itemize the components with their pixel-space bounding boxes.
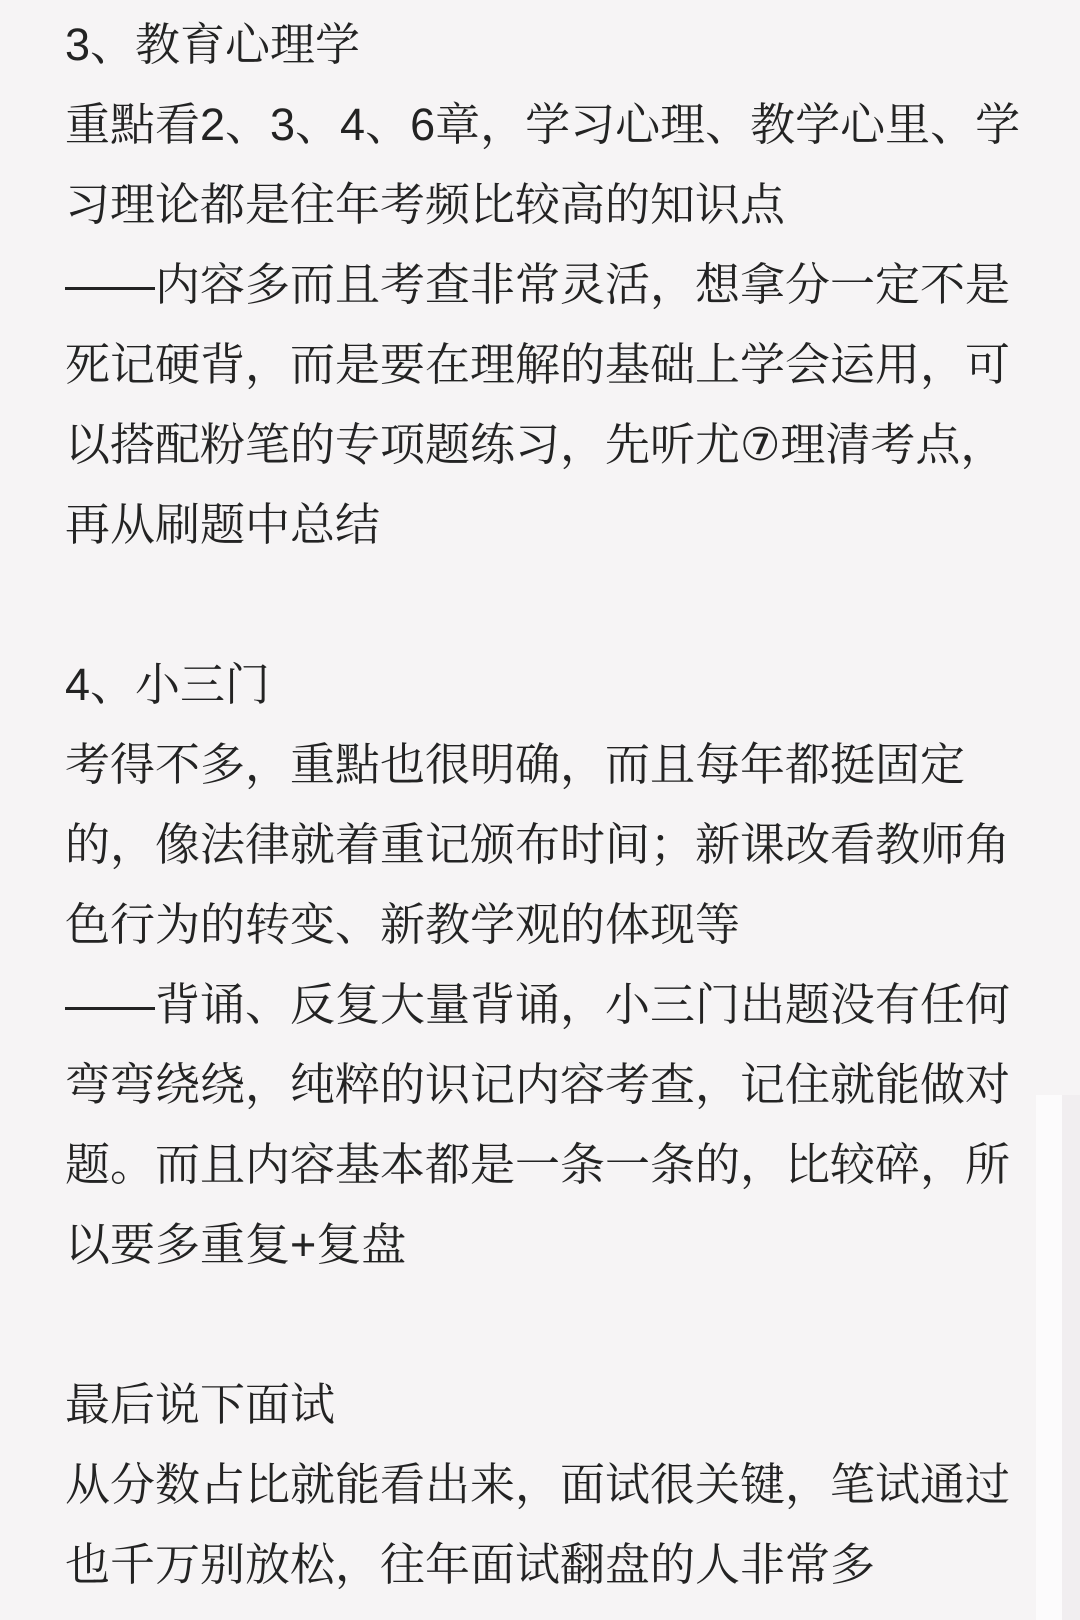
text-line: 题。而且内容基本都是一条一条的，比较碎，所 (65, 1139, 1011, 1190)
text-line: 弯弯绕绕，纯粹的识记内容考查，记住就能做对 (65, 1059, 1011, 1110)
text-line: 从分数占比就能看出来，面试很关键，笔试通过 (65, 1459, 1011, 1510)
text-line: 色行为的转变、新教学观的体现等 (65, 899, 741, 950)
text-line: ——内容多而且考查非常灵活，想拿分一定不是 (65, 259, 1011, 310)
text-line: 以搭配粉笔的专项题练习，先听尤⑦理清考点， (65, 419, 1006, 470)
text-line: 以要多重复+复盘 (65, 1219, 407, 1270)
text-line: 也千万别放松，往年面试翻盘的人非常多 (65, 1539, 876, 1590)
section-heading: 4、小三门 (65, 659, 271, 710)
section-educational-psychology (65, 5, 1060, 565)
section-minor-three-subjects (65, 645, 1060, 1285)
text-line: ——背诵、反复大量背诵，小三门出题没有任何 (65, 979, 1011, 1030)
section-interview (65, 1365, 1060, 1605)
text-line: 重點看2、3、4、6章，学习心理、教学心里、学 (65, 99, 1021, 150)
section-heading: 3、教育心理学 (65, 19, 361, 70)
text-line: 再从刷题中总结 (65, 499, 381, 550)
text-line: 习理论都是往年考频比较高的知识点 (65, 179, 786, 230)
text-line: 的，像法律就着重记颁布时间；新课改看教师角 (65, 819, 1011, 870)
text-line: 死记硬背，而是要在理解的基础上学会运用，可 (65, 339, 1011, 390)
section-heading: 最后说下面试 (65, 1379, 336, 1430)
text-line: 考得不多，重點也很明确，而且每年都挺固定 (65, 739, 966, 790)
